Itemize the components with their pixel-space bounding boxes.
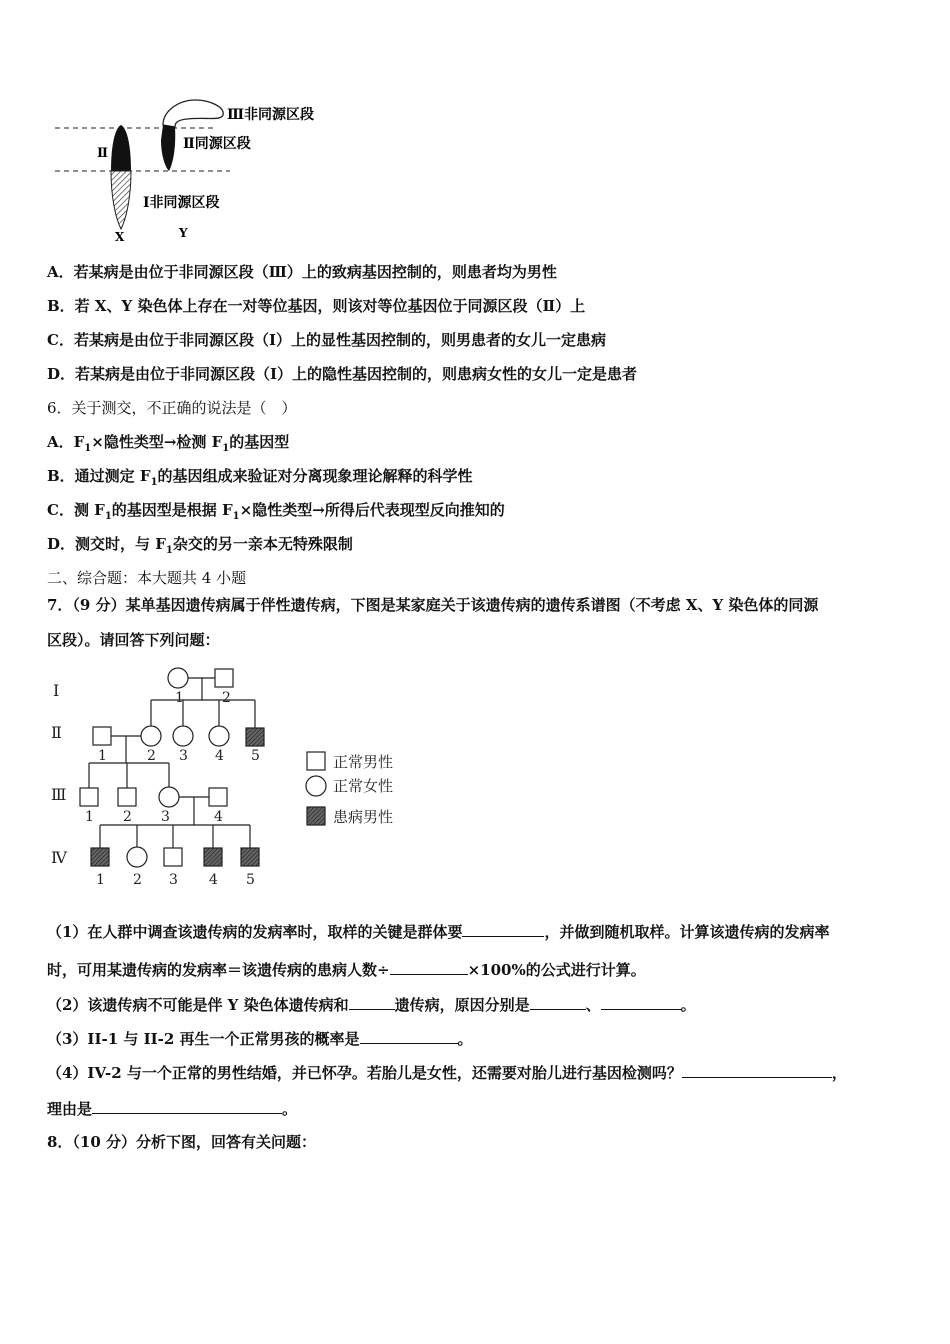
answer-blank[interactable] — [360, 1028, 458, 1044]
num-III-3: 3 — [161, 809, 170, 825]
num-II-4: 4 — [215, 748, 224, 764]
pedigree-II-5 — [246, 728, 264, 746]
q7-part1-line1: （1）在人群中调查该遗传病的发病率时，取样的关键是群体要 ，并做到随机取样。计算该遗传病的发病率 — [47, 923, 830, 941]
num-II-1: 1 — [98, 748, 107, 764]
pedigree-III-2 — [118, 788, 136, 806]
pedigree-chart — [45, 660, 425, 895]
num-III-1: 1 — [85, 809, 94, 825]
answer-blank[interactable] — [390, 959, 468, 975]
q5-option-a: A．若某病是由位于非同源区段（Ⅲ）上的致病基因控制的，则患者均为男性 — [47, 263, 557, 281]
num-III-4: 4 — [214, 809, 223, 825]
num-IV-3: 3 — [169, 872, 178, 888]
pedigree-III-1 — [80, 788, 98, 806]
q6-stem: 6．关于测交，不正确的说法是（ ） — [47, 399, 297, 417]
num-I-2: 2 — [222, 690, 231, 706]
pedigree-II-1 — [93, 727, 111, 745]
num-II-5: 5 — [251, 748, 260, 764]
legend-affected-male-symbol — [307, 807, 325, 825]
pedigree-IV-4 — [204, 848, 222, 866]
num-IV-1: 1 — [96, 872, 105, 888]
legend-normal-female-label: 正常女性 — [333, 777, 394, 795]
pedigree-IV-1 — [91, 848, 109, 866]
side-label-II: Ⅱ — [97, 146, 108, 161]
q7-part4-line2: 理由是 。 — [47, 1100, 298, 1118]
q7-part4-line1: （4）IV-2 与一个正常的男性结婚，并已怀孕。若胎儿是女性，还需要对胎儿进行基因检测吗？ ， — [47, 1064, 847, 1082]
pedigree-II-2 — [141, 726, 161, 746]
q7-stem-line1: 7．（9 分）某单基因遗传病属于伴性遗传病，下图是某家庭关于该遗传病的遗传系谱图（不考虑 X、Y 染色体的同源 — [47, 596, 819, 614]
num-I-1: 1 — [175, 690, 184, 706]
answer-blank[interactable] — [92, 1098, 282, 1114]
label-II: Ⅱ同源区段 — [183, 136, 251, 152]
gen-label-II: Ⅱ — [51, 723, 62, 742]
legend-normal-female-symbol — [306, 776, 326, 796]
label-I: Ⅰ非同源区段 — [143, 195, 220, 211]
x-chromosome-nonhomologous — [111, 171, 131, 229]
pedigree-I-2 — [215, 669, 233, 687]
pedigree-III-4 — [209, 788, 227, 806]
num-IV-4: 4 — [209, 872, 218, 888]
x-label: X — [115, 230, 125, 244]
x-chromosome-homologous — [111, 125, 131, 171]
answer-blank[interactable] — [349, 994, 395, 1010]
q6-option-b: B．通过测定 $F_1$的基因组成来验证对分离现象理论解释的科学性 — [47, 467, 473, 488]
section-2-heading: 二、综合题：本大题共 4 小题 — [47, 569, 247, 587]
q5-option-c: C．若某病是由位于非同源区段（I）上的显性基因控制的，则男患者的女儿一定患病 — [47, 331, 606, 349]
pedigree-II-4 — [209, 726, 229, 746]
legend-affected-male-label: 患病男性 — [333, 808, 394, 826]
q7-stem-line2: 区段）。请回答下列问题： — [47, 631, 220, 649]
answer-blank[interactable] — [530, 994, 586, 1010]
q7-part1-line2: 时，可用某遗传病的发病率＝该遗传病的患病人数÷ ×100%的公式进行计算。 — [47, 961, 646, 979]
y-chromosome-nonhomologous — [163, 100, 223, 127]
num-IV-2: 2 — [133, 872, 142, 888]
label-III: Ⅲ非同源区段 — [227, 107, 315, 123]
answer-blank[interactable] — [682, 1062, 832, 1078]
q7-part2: （2）该遗传病不可能是伴 Y 染色体遗传病和 遗传病，原因分别是 、 。 — [47, 996, 696, 1014]
num-II-3: 3 — [179, 748, 188, 764]
pedigree-II-3 — [173, 726, 193, 746]
q5-option-d: D．若某病是由位于非同源区段（I）上的隐性基因控制的，则患病女性的女儿一定是患者 — [47, 365, 638, 383]
q8-stem: 8．（10 分）分析下图，回答有关问题： — [47, 1133, 317, 1151]
pedigree-I-1 — [168, 668, 188, 688]
xy-chromosome-figure — [55, 95, 355, 250]
q7-part3: （3）II-1 与 II-2 再生一个正常男孩的概率是 。 — [47, 1030, 473, 1048]
num-III-2: 2 — [123, 809, 132, 825]
pedigree-III-3 — [159, 787, 179, 807]
pedigree-IV-3 — [164, 848, 182, 866]
gen-label-I: Ⅰ — [53, 681, 60, 700]
y-label: Y — [179, 226, 188, 240]
q6-option-a: A．$F_1\times$隐性类型→检测 $F_1$的基因型 — [47, 433, 290, 454]
gen-label-III: Ⅲ — [51, 785, 67, 804]
y-chromosome-homologous — [161, 125, 175, 171]
gen-label-IV: Ⅳ — [51, 848, 67, 867]
answer-blank[interactable] — [462, 921, 544, 937]
q6-option-c: C．测 $F_1$的基因型是根据 $F_1\times$隐性类型→所得后代表现型反向推知的 — [47, 501, 505, 522]
pedigree-IV-2 — [127, 847, 147, 867]
num-II-2: 2 — [147, 748, 156, 764]
legend-normal-male-symbol — [307, 752, 325, 770]
q6-option-d: D．测交时，与 $F_1$杂交的另一亲本无特殊限制 — [47, 535, 353, 556]
num-IV-5: 5 — [246, 872, 255, 888]
pedigree-IV-5 — [241, 848, 259, 866]
q5-option-b: B．若 X、Y 染色体上存在一对等位基因，则该对等位基因位于同源区段（Ⅱ）上 — [47, 297, 586, 315]
answer-blank[interactable] — [601, 994, 681, 1010]
legend-normal-male-label: 正常男性 — [333, 753, 394, 771]
